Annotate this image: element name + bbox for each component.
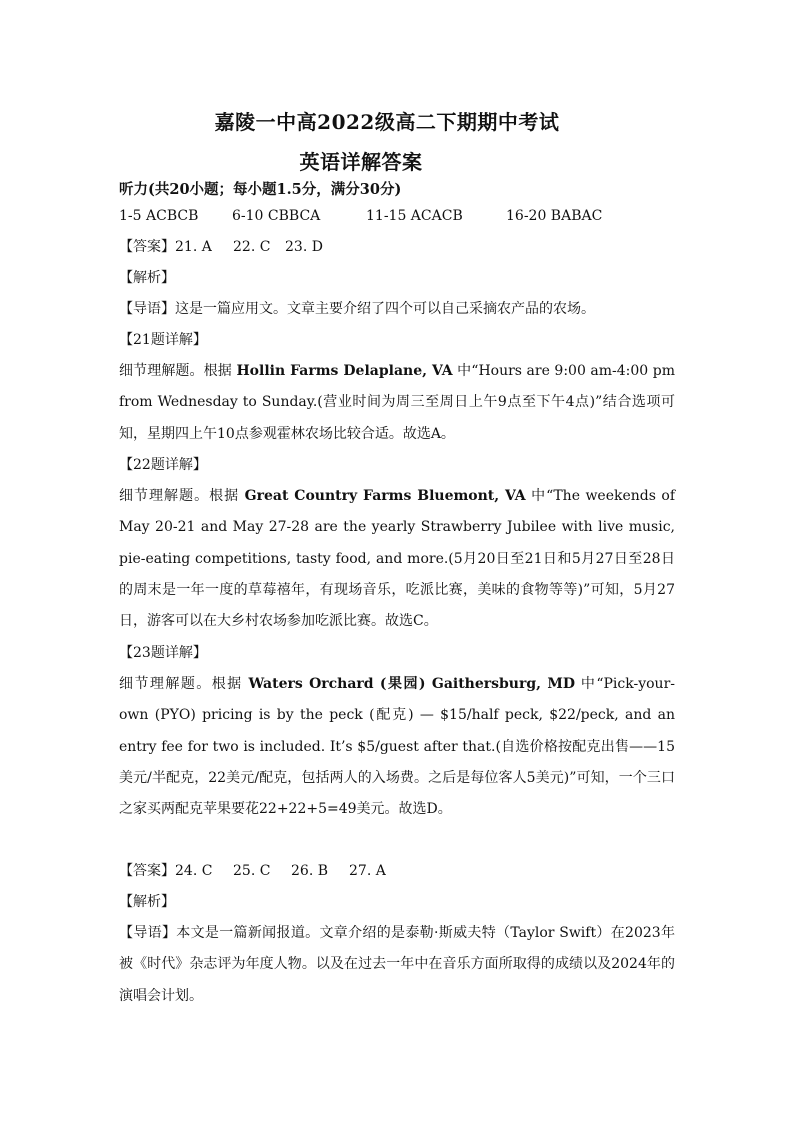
answer-23: 23. D [285,239,323,255]
answer-25: 25. C [233,863,271,879]
answers-row-24-27 [119,862,386,880]
q22-source: Great Country Farms Bluemont, VA [244,488,526,504]
analysis-tag: 【解析】 [119,270,175,286]
answer-27: 27. A [349,863,386,879]
answer-key-title: 英语详解答案 [299,150,423,174]
q23-source: Waters Orchard (果园) Gaithersburg, MD [248,676,575,692]
q22-body: 中“The weekends of May 20-21 and May 27-28 are the yearly Strawberry Jubilee with live music, pie-eating competitions, tasty food, and more.(5月20日至21日和5月27日至28日的周末是一年一度的草莓禧年，有现场音乐，吃派比赛，美味的食物等等)”可知，5月27日，游客可以在大乡村农场参加吃派比赛。故选C。 [119,488,676,630]
q23-explanation [119,669,675,825]
q23-heading: 【23题详解】 [119,645,207,661]
q22-prefix: 细节理解题。根据 [119,488,245,504]
listening-heading: 听力(共20小题；每小题1.5分，满分30分) [119,181,402,198]
answer-21: 21. A [175,239,212,255]
q21-body: 中“Hours are 9:00 am-4:00 pm from Wednesday to Sunday.(营业时间为周三至周日上午9点至下午4点)”结合选项可知，星期四上午10点参观霍林农场比较合适。故选A。 [119,363,676,442]
exam-title: 嘉陵一中高2022级高二下期期中考试 [214,110,560,134]
q21-heading: 【21题详解】 [119,332,207,348]
listening-group-1: 1-5 ACBCB [119,208,199,224]
analysis-tag-2: 【解析】 [119,894,175,910]
listening-group-2: 6-10 CBBCA [232,208,321,224]
guide-text-2: 【导语】本文是一篇新闻报道。文章介绍的是泰勒·斯威夫特（Taylor Swift）在2023年被《时代》杂志评为年度人物。以及在过去一年中在音乐方面所取得的成绩以及2024年的演唱会计划。 [119,925,675,1004]
answer-26: 26. B [291,863,329,879]
q22-heading: 【22题详解】 [119,457,207,473]
listening-group-4: 16-20 BABAC [506,208,603,224]
q21-prefix: 细节理解题。根据 [119,363,237,379]
listening-group-3: 11-15 ACACB [366,208,463,224]
listening-answers [119,207,602,225]
q23-body: 中“Pick-your-own (PYO) pricing is by the peck (配克) — $15/half peck, $22/peck, and an entry fee for two is included. It’s $5/guest after that.(自选价格按配克出售——15美元/半配克，22美元/配克，包括两人的入场费。之后是每位客人5美元)”可知，一个三口之家买两配克苹果要花22+22+5=49美元。故选D。 [119,676,676,818]
answer-22: 22. C [233,239,271,255]
q23-prefix: 细节理解题。根据 [119,676,249,692]
q21-explanation [119,356,675,450]
answer-tag-2: 【答案】 [119,863,175,879]
guide-text: 【导语】这是一篇应用文。文章主要介绍了四个可以自己采摘农产品的农场。 [119,301,595,317]
answer-tag: 【答案】 [119,239,175,255]
q22-explanation [119,481,675,637]
answers-row-21-23 [119,238,323,256]
q21-source: Hollin Farms Delaplane, VA [236,363,453,379]
answer-24: 24. C [175,863,213,879]
